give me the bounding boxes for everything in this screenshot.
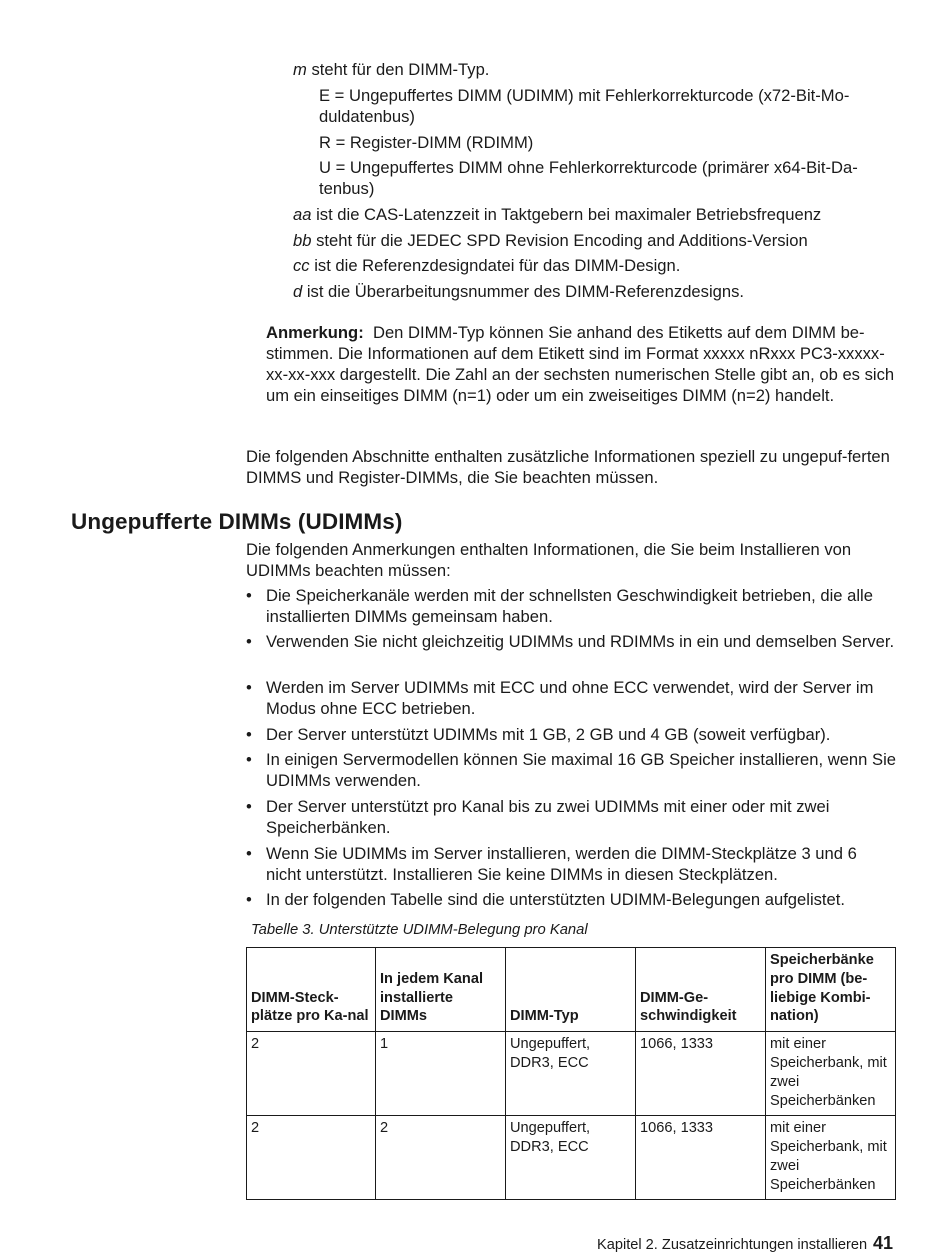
header-cell: Speicherbänke pro DIMM (be-liebige Kombi-nation) xyxy=(766,948,896,1032)
header-cell: DIMM-Ge-schwindigkeit xyxy=(636,948,766,1032)
bullet-symbol: • xyxy=(246,890,252,909)
definition-u: U = Ungepuffertes DIMM ohne Fehlerkorrekturcode (primärer x64-Bit-Da-tenbus) xyxy=(319,158,858,198)
definition-cc xyxy=(293,255,893,276)
bullet-symbol: • xyxy=(246,750,252,769)
definition-m xyxy=(293,59,893,80)
table-cell: 1066, 1333 xyxy=(636,1116,766,1200)
variable-cc: cc xyxy=(293,256,310,275)
bullet-text: In einigen Servermodellen können Sie maximal 16 GB Speicher installieren, wenn Sie UDIMMs verwenden. xyxy=(266,750,896,790)
note-label: Anmerkung: xyxy=(266,323,364,342)
bullet-symbol: • xyxy=(246,632,252,651)
definition-e: E = Ungepuffertes DIMM (UDIMM) mit Fehlerkorrekturcode (x72-Bit-Mo-duldatenbus) xyxy=(319,86,850,126)
table-header-row xyxy=(247,948,896,1032)
table-cell: Ungepuffert, DDR3, ECC xyxy=(506,1116,636,1200)
bullet-text: Verwenden Sie nicht gleichzeitig UDIMMs und RDIMMs in ein und demselben Server. xyxy=(266,632,895,651)
definition-d xyxy=(293,281,893,302)
header-cell: DIMM-Typ xyxy=(506,948,636,1032)
udimm-table xyxy=(246,947,896,1200)
variable-bb: bb xyxy=(293,231,312,250)
definition-aa-text: ist die CAS-Latenzzeit in Taktgebern bei maximaler Betriebsfrequenz xyxy=(311,205,822,224)
table-cell: mit einer Speicherbank, mit zwei Speicherbänken xyxy=(766,1116,896,1200)
header-cell: DIMM-Steck-plätze pro Ka-nal xyxy=(247,948,376,1032)
note-block xyxy=(266,322,896,406)
table-cell: 1 xyxy=(376,1032,506,1116)
table-cell: Ungepuffert, DDR3, ECC xyxy=(506,1032,636,1116)
table-cell: 2 xyxy=(247,1116,376,1200)
table-cell: mit einer Speicherbank, mit zwei Speicherbänken xyxy=(766,1032,896,1116)
variable-m: m xyxy=(293,60,307,79)
definition-cc-text: ist die Referenzdesigndatei für das DIMM-Design. xyxy=(309,256,681,275)
bullet-symbol: • xyxy=(246,586,252,605)
table-row xyxy=(247,1116,896,1200)
note-text: Den DIMM-Typ können Sie anhand des Etiketts auf dem DIMM be-stimmen. Die Informationen auf dem Etikett sind im Format xxxxx nRxxx PC3-xxxxx-xx-xx-xxx dargestellt. Die Zahl an der sechsten numerischen Stelle gibt an, ob es sich um ein einseitiges DIMM (n=1) oder um ein zweiseitiges DIMM (n=2) handelt. xyxy=(266,323,895,405)
bullet-symbol: • xyxy=(246,797,252,816)
bullet-symbol: • xyxy=(246,725,252,744)
definition-bb xyxy=(293,230,893,251)
table-cell: 1066, 1333 xyxy=(636,1032,766,1116)
section-intro: Die folgenden Anmerkungen enthalten Informationen, die Sie beim Installieren von UDIMMs beachten müssen: xyxy=(246,540,852,580)
section-heading: Ungepufferte DIMMs (UDIMMs) xyxy=(71,509,403,534)
bullet-text: Der Server unterstützt UDIMMs mit 1 GB, 2 GB und 4 GB (soweit verfügbar). xyxy=(266,725,831,744)
table-cell: 2 xyxy=(376,1116,506,1200)
definition-bb-text: steht für die JEDEC SPD Revision Encoding and Additions-Version xyxy=(311,231,808,250)
definition-d-text: ist die Überarbeitungsnummer des DIMM-Referenzdesigns. xyxy=(302,282,744,301)
definition-m-text: steht für den DIMM-Typ. xyxy=(306,60,490,79)
footer-chapter: Kapitel 2. Zusatzeinrichtungen installieren xyxy=(597,1237,868,1253)
bullet-text: Die Speicherkanäle werden mit der schnellsten Geschwindigkeit betrieben, die alle installierten DIMMs gemeinsam haben. xyxy=(266,586,873,626)
table-row xyxy=(247,1032,896,1116)
page-number: 41 xyxy=(873,1233,894,1253)
table-caption: Tabelle 3. Unterstützte UDIMM-Belegung pro Kanal xyxy=(251,922,588,938)
header-cell: In jedem Kanal installierte DIMMs xyxy=(376,948,506,1032)
bullet-text: Wenn Sie UDIMMs im Server installieren, werden die DIMM-Steckplätze 3 und 6 nicht unterstützt. Installieren Sie keine DIMMs in diesen Steckplätzen. xyxy=(266,844,857,884)
bullet-text: Werden im Server UDIMMs mit ECC und ohne ECC verwendet, wird der Server im Modus ohne ECC betrieben. xyxy=(266,678,874,718)
variable-d: d xyxy=(293,282,303,301)
variable-aa: aa xyxy=(293,205,312,224)
definition-aa xyxy=(293,204,893,225)
bullet-text: Der Server unterstützt pro Kanal bis zu zwei UDIMMs mit einer oder mit zwei Speicherbänken. xyxy=(266,797,830,837)
bullet-text: In der folgenden Tabelle sind die unterstützten UDIMM-Belegungen aufgelistet. xyxy=(266,890,845,909)
bullet-symbol: • xyxy=(246,844,252,863)
bullet-symbol: • xyxy=(246,678,252,697)
intro-paragraph: Die folgenden Abschnitte enthalten zusätzliche Informationen speziell zu ungepuf-ferten DIMMS und Register-DIMMs, die Sie beachten müssen. xyxy=(246,447,890,487)
table-cell: 2 xyxy=(247,1032,376,1116)
definition-r: R = Register-DIMM (RDIMM) xyxy=(319,133,534,152)
